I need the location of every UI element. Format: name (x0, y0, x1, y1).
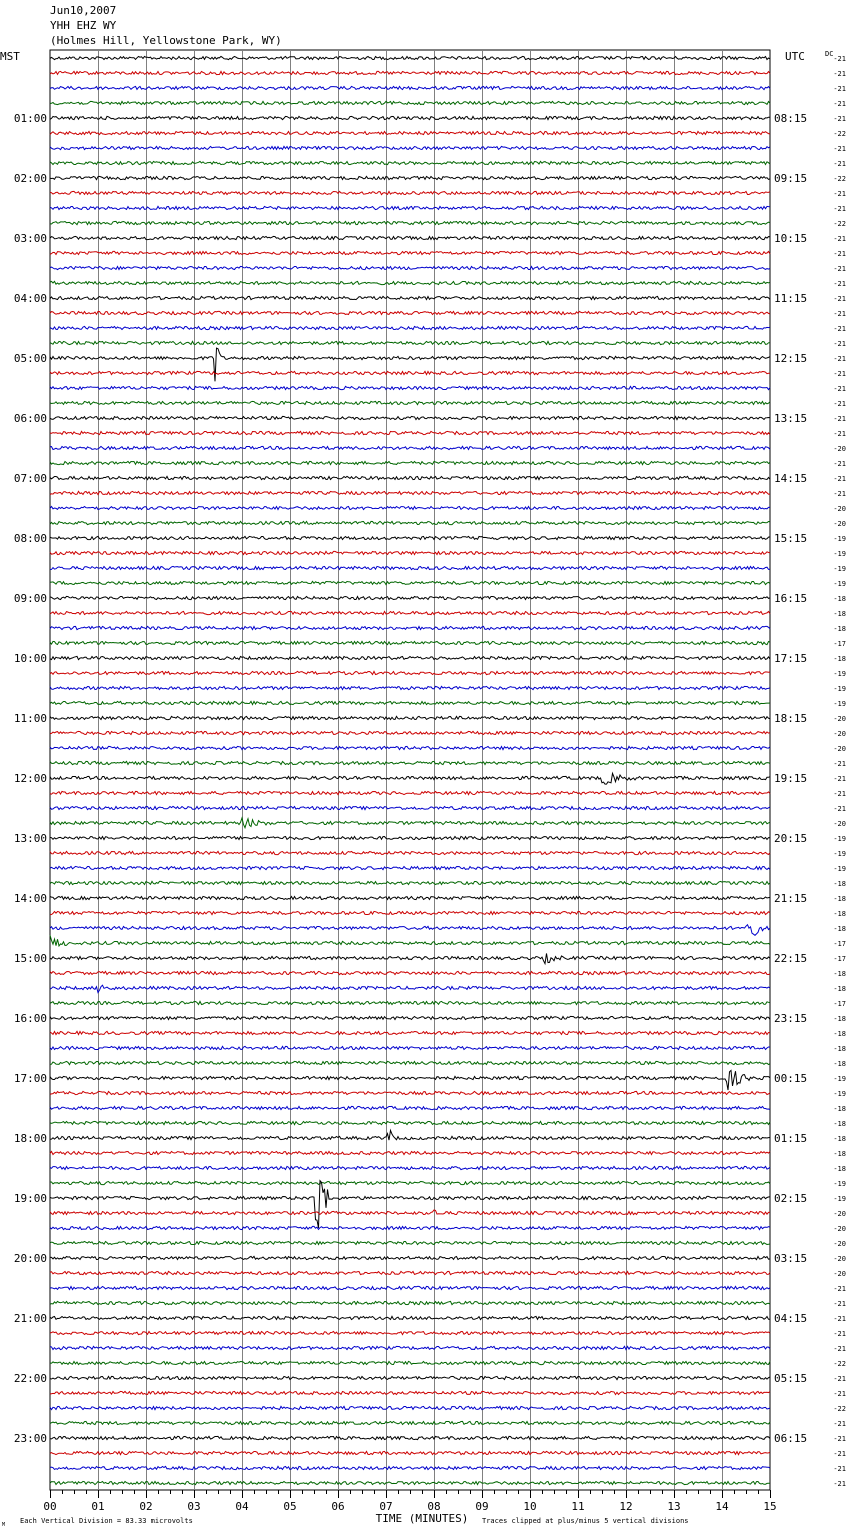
x-tick-label: 15 (763, 1500, 777, 1513)
x-tick-label: 01 (91, 1500, 105, 1513)
trace-row (50, 1001, 770, 1004)
x-tick-label: 13 (667, 1500, 681, 1513)
right-hour-label: 09:15 (774, 172, 808, 185)
trace-row (50, 791, 770, 794)
dc-offset-label: -17 (833, 640, 846, 648)
corner-mark: M (2, 1522, 6, 1528)
x-tick-label: 02 (139, 1500, 153, 1513)
x-tick-label: 11 (571, 1500, 585, 1513)
trace-row (50, 521, 770, 524)
dc-offset-label: -21 (833, 1315, 846, 1323)
trace-row (50, 221, 770, 224)
right-hour-label: 18:15 (774, 712, 808, 725)
dc-offset-label: -18 (833, 655, 846, 663)
trace-row (50, 101, 770, 104)
dc-offset-label: -20 (833, 505, 846, 513)
right-hour-label: 23:15 (774, 1012, 808, 1025)
trace-row (50, 281, 770, 284)
left-hour-label: 16:00 (13, 1012, 47, 1025)
trace-row (50, 641, 770, 644)
left-hour-label: 23:00 (13, 1432, 47, 1445)
dc-offset-label: -21 (833, 1330, 846, 1338)
trace-row (50, 1361, 770, 1364)
trace-row (50, 416, 770, 419)
dc-offset-label: -21 (833, 775, 846, 783)
dc-offset-label: -19 (833, 1075, 846, 1083)
trace-row (50, 596, 770, 599)
trace-row (50, 1181, 770, 1228)
dc-offset-label: -18 (833, 1120, 846, 1128)
dc-offset-label: -18 (833, 1060, 846, 1068)
dc-offset-label: -17 (833, 1000, 846, 1008)
trace-row (50, 206, 770, 209)
dc-offset-label: -20 (833, 820, 846, 828)
trace-row (50, 806, 770, 809)
trace-row (50, 161, 770, 164)
trace-row (50, 881, 770, 884)
dc-offset-label: -19 (833, 1180, 846, 1188)
dc-offset-label: -21 (833, 1465, 846, 1473)
trace-row (50, 56, 770, 59)
trace-row (50, 536, 770, 539)
x-tick-label: 04 (235, 1500, 249, 1513)
dc-offset-label: -21 (833, 265, 846, 273)
dc-offset-label: -20 (833, 1210, 846, 1218)
left-hour-label: 10:00 (13, 652, 47, 665)
trace-row (50, 701, 770, 704)
trace-row (50, 311, 770, 314)
dc-offset-label: -21 (833, 160, 846, 168)
trace-row (50, 911, 770, 914)
trace-row (50, 1070, 770, 1090)
dc-offset-label: -19 (833, 550, 846, 558)
trace-row (50, 671, 770, 674)
dc-offset-label: -22 (833, 220, 846, 228)
dc-offset-label: -21 (833, 280, 846, 288)
trace-row (50, 1166, 770, 1169)
x-tick-label: 14 (715, 1500, 729, 1513)
trace-row (50, 971, 770, 974)
dc-offset-label: -18 (833, 1105, 846, 1113)
dc-offset-label: -21 (833, 355, 846, 363)
right-hour-label: 01:15 (774, 1132, 808, 1145)
dc-offset-label: -21 (833, 115, 846, 123)
dc-offset-label: -21 (833, 430, 846, 438)
dc-offset-label: -21 (833, 1480, 846, 1488)
dc-offset-label: -18 (833, 925, 846, 933)
trace-row (50, 1106, 770, 1109)
trace-row (50, 431, 770, 434)
dc-offset-label: -21 (833, 1390, 846, 1398)
trace-row (50, 476, 770, 479)
dc-offset-label: -21 (833, 250, 846, 258)
trace-row (50, 551, 770, 554)
dc-offset-label: -20 (833, 1255, 846, 1263)
x-tick-label: 10 (523, 1500, 537, 1513)
right-hour-label: 06:15 (774, 1432, 808, 1445)
trace-row (50, 131, 770, 134)
right-hour-label: 15:15 (774, 532, 808, 545)
dc-offset-label: -21 (833, 760, 846, 768)
left-hour-label: 20:00 (13, 1252, 47, 1265)
left-hour-label: 04:00 (13, 292, 47, 305)
right-hour-label: 16:15 (774, 592, 808, 605)
right-hour-label: 05:15 (774, 1372, 808, 1385)
header-station: YHH EHZ WY (50, 19, 117, 32)
left-hour-label: 22:00 (13, 1372, 47, 1385)
trace-row (50, 851, 770, 854)
trace-row (50, 1391, 770, 1394)
trace-row (50, 1181, 770, 1184)
x-axis-label: TIME (MINUTES) (375, 1512, 469, 1525)
dc-offset-label: -21 (833, 1435, 846, 1443)
right-hour-label: 04:15 (774, 1312, 808, 1325)
dc-offset-label: -18 (833, 1150, 846, 1158)
trace-row (50, 731, 770, 734)
dc-offset-label: -19 (833, 580, 846, 588)
dc-offset-label: -18 (833, 985, 846, 993)
trace-row (50, 348, 770, 381)
dc-offset-label: -18 (833, 1045, 846, 1053)
dc-offset-label: -21 (833, 310, 846, 318)
left-hour-label: 06:00 (13, 412, 47, 425)
right-hour-label: 11:15 (774, 292, 808, 305)
dc-offset-label: -21 (833, 490, 846, 498)
left-timezone-label: MST (0, 50, 20, 63)
trace-row (50, 176, 770, 179)
x-tick-label: 06 (331, 1500, 345, 1513)
dc-offset-label: -21 (833, 190, 846, 198)
trace-row (50, 1406, 770, 1409)
trace-row (50, 1130, 770, 1140)
dc-offset-label: -18 (833, 970, 846, 978)
dc-offset-label: -21 (833, 145, 846, 153)
trace-row (50, 1061, 770, 1064)
trace-row (50, 1046, 770, 1049)
trace-row (50, 491, 770, 494)
dc-offset-label: -20 (833, 730, 846, 738)
header-location: (Holmes Hill, Yellowstone Park, WY) (50, 34, 282, 47)
left-hour-label: 02:00 (13, 172, 47, 185)
right-hour-label: 17:15 (774, 652, 808, 665)
trace-row (50, 386, 770, 389)
dc-offset-label: -18 (833, 610, 846, 618)
dc-offset-label: -20 (833, 1270, 846, 1278)
dc-offset-label: -18 (833, 895, 846, 903)
left-hour-label: 01:00 (13, 112, 47, 125)
left-hour-label: 19:00 (13, 1192, 47, 1205)
right-hour-label: 22:15 (774, 952, 808, 965)
left-hour-label: 03:00 (13, 232, 47, 245)
left-hour-label: 14:00 (13, 892, 47, 905)
dc-offset-label: -21 (833, 1345, 846, 1353)
trace-row (50, 746, 770, 749)
trace-row (50, 566, 770, 569)
trace-row (50, 341, 770, 344)
trace-row (50, 1466, 770, 1469)
right-hour-label: 20:15 (774, 832, 808, 845)
trace-row (50, 1481, 770, 1484)
x-tick-label: 00 (43, 1500, 57, 1513)
dc-offset-label: -19 (833, 700, 846, 708)
trace-row (50, 326, 770, 329)
trace-row (50, 626, 770, 629)
dc-offset-label: -18 (833, 1015, 846, 1023)
trace-row (50, 1121, 770, 1124)
dc-offset-label: -21 (833, 70, 846, 78)
left-hour-label: 07:00 (13, 472, 47, 485)
trace-row (50, 446, 770, 449)
dc-offset-label: -22 (833, 175, 846, 183)
dc-offset-label: -21 (833, 460, 846, 468)
dc-offset-label: -21 (833, 235, 846, 243)
right-hour-label: 12:15 (774, 352, 808, 365)
trace-row (50, 1286, 770, 1289)
trace-row (50, 1210, 770, 1215)
trace-row (50, 1301, 770, 1304)
trace-row (50, 236, 770, 239)
x-tick-label: 07 (379, 1500, 393, 1513)
dc-offset-label: -18 (833, 1030, 846, 1038)
trace-row (50, 985, 770, 992)
trace-row (50, 1226, 770, 1229)
trace-row (50, 1376, 770, 1379)
dc-offset-label: -21 (833, 385, 846, 393)
left-hour-label: 13:00 (13, 832, 47, 845)
header-date: Jun10,2007 (50, 4, 117, 17)
dc-offset-label: -17 (833, 940, 846, 948)
trace-row (50, 935, 770, 946)
x-tick-label: 09 (475, 1500, 489, 1513)
dc-offset-label: -18 (833, 1135, 846, 1143)
trace-row (50, 266, 770, 269)
dc-offset-label: -21 (833, 100, 846, 108)
trace-row (50, 401, 770, 404)
right-hour-label: 02:15 (774, 1192, 808, 1205)
dc-offset-label: -21 (833, 1375, 846, 1383)
trace-row (50, 836, 770, 839)
trace-row (50, 1241, 770, 1244)
dc-offset-label: -19 (833, 865, 846, 873)
dc-label: DC (825, 50, 834, 58)
right-hour-label: 14:15 (774, 472, 808, 485)
trace-row (50, 86, 770, 89)
dc-offset-label: -18 (833, 880, 846, 888)
dc-offset-label: -18 (833, 625, 846, 633)
trace-row (50, 506, 770, 509)
left-hour-label: 21:00 (13, 1312, 47, 1325)
clip-note: Traces clipped at plus/minus 5 vertical divisions (482, 1517, 689, 1525)
dc-offset-label: -21 (833, 325, 846, 333)
trace-row (50, 1316, 770, 1319)
x-tick-label: 03 (187, 1500, 201, 1513)
trace-row (50, 686, 770, 689)
dc-offset-label: -21 (833, 340, 846, 348)
trace-row (50, 1421, 770, 1424)
right-hour-label: 00:15 (774, 1072, 808, 1085)
trace-row (50, 953, 770, 963)
dc-offset-label: -21 (833, 400, 846, 408)
dc-offset-label: -17 (833, 955, 846, 963)
dc-offset-label: -19 (833, 850, 846, 858)
trace-row (50, 1091, 770, 1094)
trace-row (50, 1016, 770, 1019)
trace-row (50, 1271, 770, 1274)
right-hour-label: 13:15 (774, 412, 808, 425)
right-hour-label: 21:15 (774, 892, 808, 905)
dc-offset-label: -20 (833, 520, 846, 528)
right-hour-label: 10:15 (774, 232, 808, 245)
trace-row (50, 925, 770, 936)
dc-offset-label: -19 (833, 835, 846, 843)
dc-offset-label: -19 (833, 685, 846, 693)
right-hour-label: 08:15 (774, 112, 808, 125)
right-hour-label: 03:15 (774, 1252, 808, 1265)
trace-row (50, 716, 770, 719)
trace-row (50, 296, 770, 299)
trace-row (50, 371, 770, 374)
dc-offset-label: -18 (833, 595, 846, 603)
trace-row (50, 1436, 770, 1439)
dc-offset-label: -21 (833, 415, 846, 423)
trace-row (50, 1331, 770, 1334)
left-hour-label: 09:00 (13, 592, 47, 605)
trace-row (50, 773, 770, 784)
dc-offset-label: -21 (833, 1450, 846, 1458)
trace-row (50, 761, 770, 764)
trace-row (50, 1451, 770, 1454)
trace-row (50, 71, 770, 74)
trace-row (50, 1031, 770, 1034)
dc-offset-label: -18 (833, 1165, 846, 1173)
dc-offset-label: -21 (833, 1300, 846, 1308)
left-hour-label: 18:00 (13, 1132, 47, 1145)
dc-offset-label: -19 (833, 1090, 846, 1098)
dc-offset-label: -20 (833, 1240, 846, 1248)
dc-offset-label: -21 (833, 370, 846, 378)
x-tick-label: 12 (619, 1500, 633, 1513)
x-tick-label: 05 (283, 1500, 297, 1513)
trace-row (50, 1346, 770, 1349)
dc-offset-label: -19 (833, 1195, 846, 1203)
left-hour-label: 15:00 (13, 952, 47, 965)
trace-row (50, 656, 770, 659)
right-hour-label: 19:15 (774, 772, 808, 785)
dc-offset-label: -18 (833, 910, 846, 918)
dc-offset-label: -19 (833, 565, 846, 573)
dc-offset-label: -21 (833, 1285, 846, 1293)
trace-row (50, 251, 770, 254)
dc-offset-label: -21 (833, 295, 846, 303)
dc-offset-label: -21 (833, 85, 846, 93)
left-hour-label: 17:00 (13, 1072, 47, 1085)
dc-offset-label: -22 (833, 130, 846, 138)
left-hour-label: 08:00 (13, 532, 47, 545)
trace-row (50, 866, 770, 869)
dc-offset-label: -22 (833, 1405, 846, 1413)
trace-row (50, 146, 770, 149)
trace-row (50, 818, 770, 828)
dc-offset-label: -21 (833, 1420, 846, 1428)
dc-offset-label: -21 (833, 55, 846, 63)
trace-row (50, 896, 770, 899)
dc-offset-label: -20 (833, 715, 846, 723)
trace-row (50, 116, 770, 119)
dc-offset-label: -19 (833, 535, 846, 543)
x-tick-label: 08 (427, 1500, 441, 1513)
dc-offset-label: -21 (833, 205, 846, 213)
trace-row (50, 461, 770, 464)
trace-row (50, 1151, 770, 1154)
dc-offset-label: -20 (833, 1225, 846, 1233)
trace-row (50, 1256, 770, 1259)
dc-offset-label: -21 (833, 790, 846, 798)
dc-offset-label: -19 (833, 670, 846, 678)
dc-offset-label: -21 (833, 475, 846, 483)
trace-row (50, 581, 770, 584)
trace-row (50, 611, 770, 614)
dc-offset-label: -21 (833, 805, 846, 813)
right-timezone-label: UTC (785, 50, 805, 63)
left-hour-label: 12:00 (13, 772, 47, 785)
left-hour-label: 11:00 (13, 712, 47, 725)
dc-offset-label: -20 (833, 745, 846, 753)
scale-note: Each Vertical Division = 83.33 microvolts (20, 1517, 193, 1525)
trace-row (50, 191, 770, 194)
dc-offset-label: -22 (833, 1360, 846, 1368)
left-hour-label: 05:00 (13, 352, 47, 365)
dc-offset-label: -20 (833, 445, 846, 453)
